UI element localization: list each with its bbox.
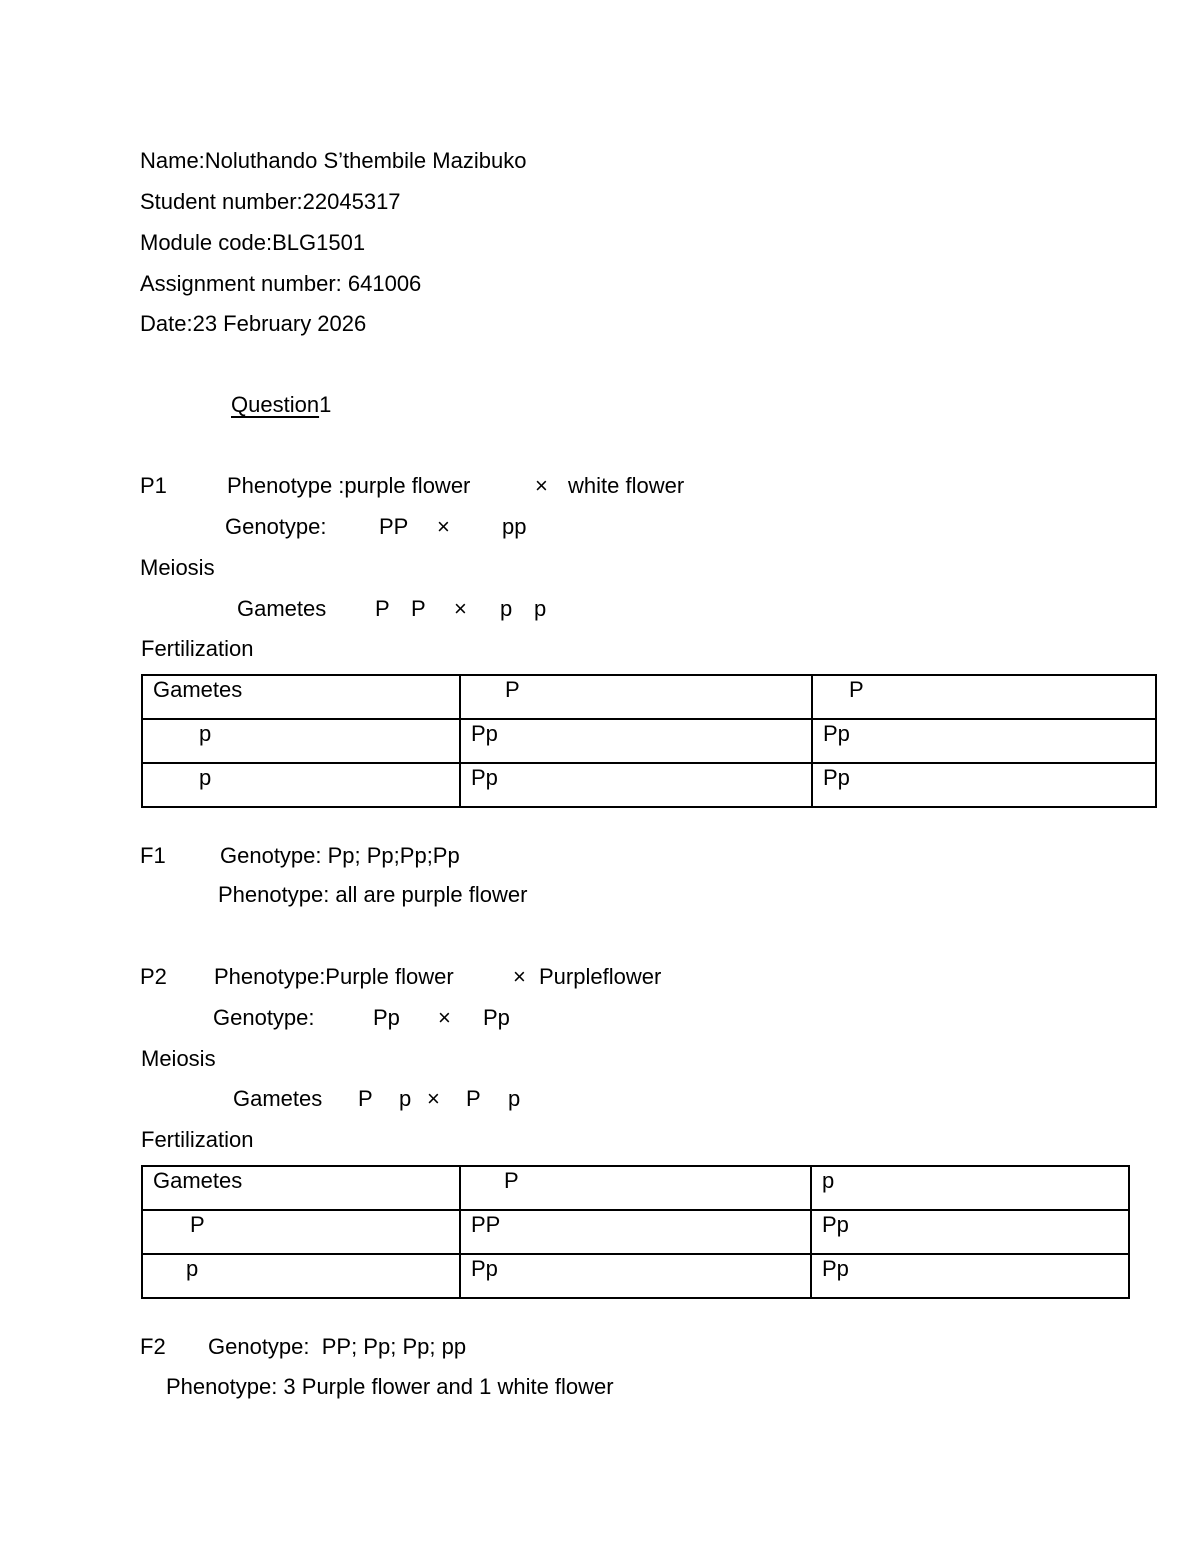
table-cell: Pp xyxy=(812,719,1156,763)
p1-generation-label: P1 xyxy=(140,473,167,498)
table-cell: p xyxy=(142,719,460,763)
p2-fertilization-label: Fertilization xyxy=(141,1127,254,1152)
table-row xyxy=(142,1254,1129,1298)
table-cell: p xyxy=(142,1254,460,1298)
p2-genotype-cross-sign: × xyxy=(438,1005,451,1030)
f1-genotype: Genotype: Pp; Pp;Pp;Pp xyxy=(220,843,460,868)
assignment-number: Assignment number: 641006 xyxy=(140,271,422,296)
p1-phenotype: Phenotype :purple flower xyxy=(227,473,471,498)
p2-genotype-label: Genotype: xyxy=(213,1005,315,1030)
p1-gamete-3: p xyxy=(500,596,513,621)
table-cell: Gametes xyxy=(142,1166,460,1210)
f2-phenotype: Phenotype: 3 Purple flower and 1 white flower xyxy=(166,1374,614,1399)
table-cell: Gametes xyxy=(142,675,460,719)
p1-phenotype-cross-sign: × xyxy=(535,473,548,498)
question-heading xyxy=(231,392,331,418)
p1-gametes-label: Gametes xyxy=(237,596,327,621)
p2-meiosis-label: Meiosis xyxy=(141,1046,216,1071)
p2-gamete-3: P xyxy=(466,1086,481,1111)
table-cell: P xyxy=(812,675,1156,719)
table-cell: Pp xyxy=(811,1254,1129,1298)
p2-gamete-4: p xyxy=(508,1086,521,1111)
question-number: 1 xyxy=(319,392,332,417)
p1-genotype-label: Genotype: xyxy=(225,514,327,539)
module-code: Module code:BLG1501 xyxy=(140,230,366,255)
punnett-square-2 xyxy=(141,1165,1130,1299)
table-cell: P xyxy=(460,675,812,719)
table-cell: Pp xyxy=(460,1254,811,1298)
p1-gamete-2: P xyxy=(411,596,426,621)
p1-gamete-1: P xyxy=(375,596,390,621)
p2-genotype-a: Pp xyxy=(373,1005,400,1030)
student-name: Name:Noluthando S’thembile Mazibuko xyxy=(140,148,527,173)
table-cell: Pp xyxy=(460,719,812,763)
p2-phenotype-cross-sign: × xyxy=(513,964,526,989)
f1-phenotype: Phenotype: all are purple flower xyxy=(218,882,528,907)
table-header-row xyxy=(142,1166,1129,1210)
p1-gamete-4: p xyxy=(534,596,547,621)
table-cell: p xyxy=(811,1166,1129,1210)
p1-phenotype-b: white flower xyxy=(568,473,685,498)
student-number: Student number:22045317 xyxy=(140,189,401,214)
question-label: Question xyxy=(231,392,320,417)
table-row xyxy=(142,1210,1129,1254)
p1-meiosis-label: Meiosis xyxy=(140,555,215,580)
table-cell: P xyxy=(460,1166,811,1210)
table-header-row xyxy=(142,675,1156,719)
p2-gamete-1: P xyxy=(358,1086,373,1111)
f2-generation-label: F2 xyxy=(140,1334,166,1359)
p1-genotype-a: PP xyxy=(379,514,409,539)
p2-phenotype: Phenotype:Purple flower xyxy=(214,964,454,989)
p2-generation-label: P2 xyxy=(140,964,167,989)
f2-genotype: Genotype: PP; Pp; Pp; pp xyxy=(208,1334,467,1359)
table-cell: Pp xyxy=(812,763,1156,807)
table-cell: p xyxy=(142,763,460,807)
table-cell: Pp xyxy=(811,1210,1129,1254)
p2-phenotype-b: Purpleflower xyxy=(539,964,662,989)
p2-gamete-2: p xyxy=(399,1086,412,1111)
table-row xyxy=(142,719,1156,763)
p1-fertilization-label: Fertilization xyxy=(141,636,254,661)
p1-genotype-b: pp xyxy=(502,514,527,539)
p2-genotype-b: Pp xyxy=(483,1005,510,1030)
p2-gametes-label: Gametes xyxy=(233,1086,323,1111)
table-row xyxy=(142,763,1156,807)
f1-generation-label: F1 xyxy=(140,843,166,868)
table-cell: P xyxy=(142,1210,460,1254)
p1-genotype-cross-sign: × xyxy=(437,514,450,539)
table-cell: Pp xyxy=(460,763,812,807)
punnett-square-1 xyxy=(141,674,1157,808)
p1-gametes-cross-sign: × xyxy=(454,596,467,621)
table-cell: PP xyxy=(460,1210,811,1254)
submission-date: Date:23 February 2026 xyxy=(140,311,367,336)
p2-gametes-cross-sign: × xyxy=(427,1086,440,1111)
